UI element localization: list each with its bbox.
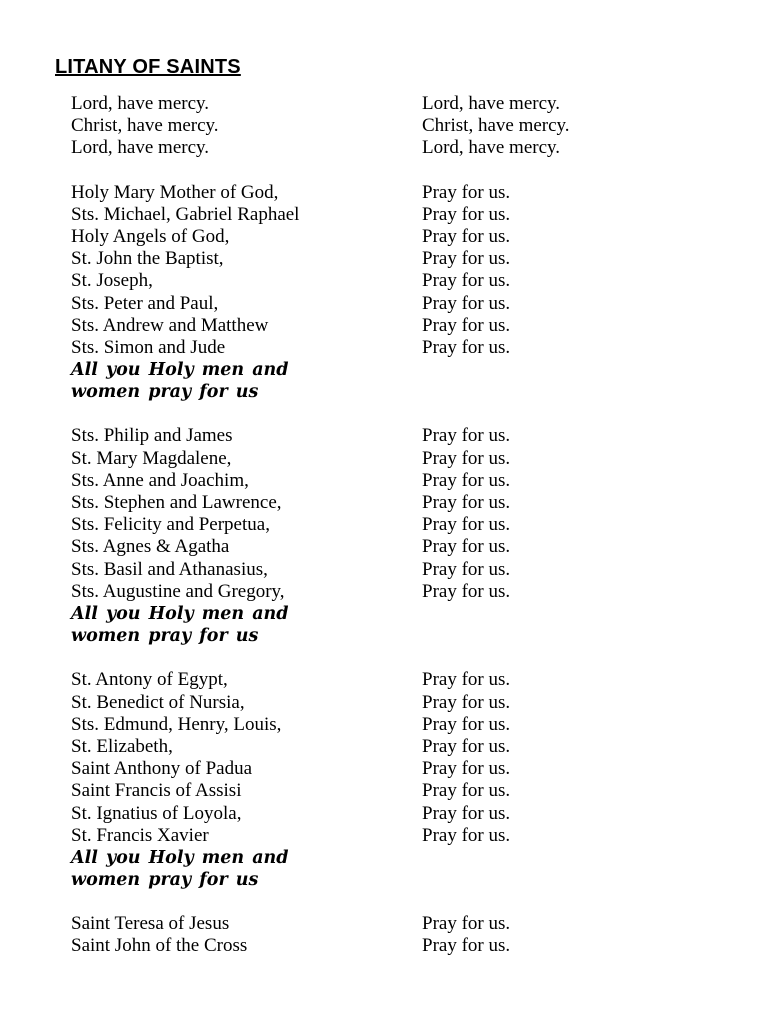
invocation-text: Saint Teresa of Jesus <box>71 913 230 935</box>
invocation-text: Sts. Anne and Joachim, <box>71 469 249 491</box>
litany-row <box>71 115 671 137</box>
invocation-text: Sts. Felicity and Perpetua, <box>71 514 270 536</box>
response-text: Pray for us. <box>422 780 511 802</box>
response-text: Pray for us. <box>422 514 511 536</box>
response-text: Pray for us. <box>422 913 511 935</box>
invocation-text: Lord, have mercy. <box>71 137 210 159</box>
invocation-text: Sts. Augustine and Gregory, <box>71 580 285 602</box>
invocation-text: St. Mary Magdalene, <box>71 447 232 469</box>
response-text: Lord, have mercy. <box>422 137 561 159</box>
closing-invocation: All you Holy men and women pray for us <box>71 360 289 403</box>
response-text: Pray for us. <box>422 558 511 580</box>
closing-invocation: All you Holy men and women pray for us <box>71 603 289 647</box>
response-text: Pray for us. <box>422 669 511 691</box>
invocation-text: Sts. Stephen and Lawrence, <box>71 492 282 514</box>
response-text: Christ, have mercy. <box>422 115 570 137</box>
response-text: Lord, have mercy. <box>422 93 561 114</box>
response-text: Pray for us. <box>422 469 511 491</box>
litany-row <box>71 182 671 204</box>
response-text: Pray for us. <box>422 425 511 447</box>
invocation-text: Christ, have mercy. <box>71 115 219 137</box>
response-text: Pray for us. <box>422 691 511 713</box>
litany-row <box>71 93 671 115</box>
invocation-text: Sts. Andrew and Matthew <box>71 314 269 336</box>
litany-row <box>71 692 671 714</box>
saints-section-4 <box>71 913 671 957</box>
invocation-text: St. Francis Xavier <box>71 824 209 846</box>
response-text: Pray for us. <box>422 336 511 358</box>
response-text: Pray for us. <box>422 935 511 957</box>
page-title: LITANY OF SAINTS <box>55 56 241 78</box>
invocation-text: Holy Angels of God, <box>71 225 230 247</box>
response-text: Pray for us. <box>422 802 511 824</box>
response-text: Pray for us. <box>422 824 511 846</box>
litany-row <box>71 204 671 226</box>
response-text: Pray for us. <box>422 536 511 558</box>
litany-row <box>71 226 671 248</box>
litany-row <box>71 825 671 847</box>
closing-invocation: All you Holy men and women pray for us <box>71 847 289 891</box>
invocation-text: Saint Francis of Assisi <box>71 780 242 802</box>
litany-row <box>71 669 671 691</box>
litany-row <box>71 425 671 447</box>
response-text: Pray for us. <box>422 492 511 514</box>
invocation-text: Sts. Peter and Paul, <box>71 292 219 314</box>
litany-row <box>71 470 671 492</box>
response-text: Pray for us. <box>422 225 511 247</box>
invocation-text: Saint John of the Cross <box>71 935 248 957</box>
invocation-text: Sts. Basil and Athanasius, <box>71 558 268 580</box>
litany-row <box>71 714 671 736</box>
invocation-text: St. Joseph, <box>71 270 153 292</box>
litany-row <box>71 559 671 581</box>
response-text: Pray for us. <box>422 270 511 292</box>
kyrie-block <box>71 93 671 160</box>
response-text: Pray for us. <box>422 248 511 270</box>
litany-row <box>71 248 671 270</box>
litany-row <box>71 803 671 825</box>
response-text: Pray for us. <box>422 203 511 225</box>
invocation-text: Sts. Simon and Jude <box>71 336 226 358</box>
invocation-text: Sts. Agnes & Agatha <box>71 536 230 558</box>
litany-row <box>71 270 671 292</box>
response-text: Pray for us. <box>422 713 511 735</box>
litany-row <box>71 758 671 780</box>
invocation-text: Lord, have mercy. <box>71 93 210 114</box>
saints-section-3 <box>71 669 671 891</box>
invocation-text: Sts. Michael, Gabriel Raphael <box>71 203 300 225</box>
litany-row <box>71 736 671 758</box>
invocation-text: Sts. Edmund, Henry, Louis, <box>71 713 282 735</box>
litany-row <box>71 448 671 470</box>
response-text: Pray for us. <box>422 292 511 314</box>
litany-row <box>71 581 671 603</box>
saints-section-1 <box>71 182 671 404</box>
litany-row <box>71 913 671 935</box>
response-text: Pray for us. <box>422 580 511 602</box>
invocation-text: Sts. Philip and James <box>71 425 233 447</box>
litany-row <box>71 935 671 957</box>
invocation-text: St. John the Baptist, <box>71 248 224 270</box>
response-text: Pray for us. <box>422 758 511 780</box>
response-text: Pray for us. <box>422 447 511 469</box>
invocation-text: Holy Mary Mother of God, <box>71 181 279 203</box>
response-text: Pray for us. <box>422 314 511 336</box>
invocation-text: Saint Anthony of Padua <box>71 758 253 780</box>
litany-row <box>71 492 671 514</box>
litany-body <box>71 93 671 980</box>
litany-row <box>71 337 671 359</box>
invocation-text: St. Antony of Egypt, <box>71 669 228 691</box>
response-text: Pray for us. <box>422 181 511 203</box>
saints-section-2 <box>71 425 671 647</box>
invocation-text: St. Benedict of Nursia, <box>71 691 245 713</box>
litany-row <box>71 514 671 536</box>
litany-row <box>71 315 671 337</box>
response-text: Pray for us. <box>422 735 511 757</box>
litany-row <box>71 780 671 802</box>
litany-row <box>71 137 671 159</box>
invocation-text: St. Ignatius of Loyola, <box>71 802 242 824</box>
litany-row <box>71 536 671 558</box>
invocation-text: St. Elizabeth, <box>71 735 173 757</box>
litany-row <box>71 293 671 315</box>
